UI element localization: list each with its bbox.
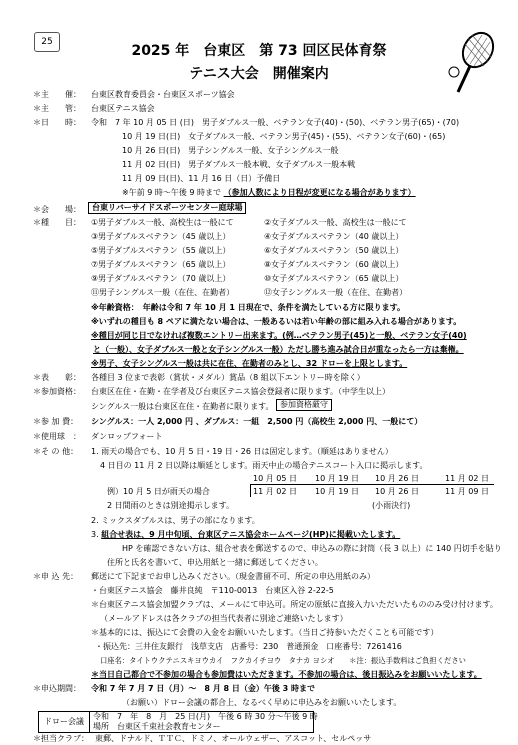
host-value: 台東区教育委員会・台東区スポーツ協会 xyxy=(91,90,235,99)
schedule-row: 令和 7 年 10 月 05 日 (日) 男子ダブルス一般、ベテラン女子(40)・(50)、ベテラン男子(65)・(70) xyxy=(91,118,460,127)
table-cell: 11 月 02 日 xyxy=(253,487,297,496)
multi-entry-note: ※種目が同じ日でなければ複数エントリー出来ます。(例…ベテラン男子(45)と一般、ベテラン女子(40) xyxy=(91,331,467,340)
event-item: ③男子ダブルスベテラン（45 歳以上） xyxy=(91,232,231,241)
manager-value: 台東区テニス協会 xyxy=(91,104,155,113)
table-cell: 10 月 05 日 xyxy=(253,474,297,483)
eligibility-value: 台東区在住・在勤・在学者及び台東区テニス協会登録者に限ります。（中学生以上） xyxy=(91,387,391,396)
fee-label: ＊参 加 費： xyxy=(33,417,79,426)
eligibility-strict-badge: 参加資格厳守 xyxy=(276,399,332,411)
singles-note: ※男子、女子シングルス一般は共に在住、在勤者のみとし、32 ドローを上限とします。 xyxy=(91,359,408,368)
event-item: ①男子ダブルス一般、高校生は一般にて xyxy=(91,218,234,227)
event-item: ⑦男子ダブルスベテラン（65 歳以上） xyxy=(91,260,231,269)
mail-note-1: HP を確認できない方は、組合せ表を郵送するので、申込みの際に封筒（長 3 以上）に 140 円切手を貼り xyxy=(122,544,502,553)
multi-entry-note-2: と（一般）、女子ダブルス一般と女子シングルス一般）ただし勝ち進み試合日が重なったら一方は棄権。 xyxy=(93,345,464,354)
mixed-doubles-note: 2. ミックスダブルスは、男子の部になります。 xyxy=(91,516,260,525)
event-item: ⑪男子シングルス一般（在住、在勤者） xyxy=(91,288,235,297)
application-line: （メールアドレスは各クラブの担当代表者に別途ご連絡いたします） xyxy=(100,614,348,623)
event-item: ②女子ダブルス一般、高校生は一般にて xyxy=(264,218,407,227)
clubs-label: ＊担当クラブ： xyxy=(33,734,89,743)
schedule-row: 10 月 19 日(日) 女子ダブルス一般、ベテラン男子(45)・(55)、ベテラン女子(60)・(65) xyxy=(122,132,446,141)
application-line: ＊台東区テニス協会加盟クラブは、メールにて申込可。所定の原紙に直接入力いただいたもののみ受け付けます。 xyxy=(91,600,498,609)
age-note: ※年齢資格： 年齢は令和 7 年 10 月 1 日現在で、条件を満たしている方に限ります。 xyxy=(91,303,405,312)
table-cell: 10 月 26 日 xyxy=(375,487,419,496)
draw-sheet-note xyxy=(91,531,400,539)
draw-meeting-label: ドロー会議 xyxy=(39,712,90,732)
manager-label: ＊主 管： xyxy=(33,104,81,113)
rain-rule-2: 4 日目の 11 月 2 日以降は順延とします。雨天中止の場合テニスコート入口に掲示します。 xyxy=(100,461,428,470)
awards-label: ＊表 彰： xyxy=(33,373,81,382)
event-item: ⑤男子ダブルスベテラン（55 歳以上） xyxy=(91,246,231,255)
application-line: ・台東区テニス協会 藤井良純 〒110-0013 台東区入谷 2-22-5 xyxy=(91,586,334,595)
schedule-row: 11 月 02 日(日) 男子ダブルス一般本戦、女子ダブルス一般本戦 xyxy=(122,160,356,169)
title-main: テニス大会 開催案内 xyxy=(189,66,329,82)
event-item: ⑩女子ダブルスベテラン（65 歳以上） xyxy=(264,274,404,283)
deadline-note: （お願い）ドロー会議の都合上、なるべく早めに申込みをお願いいたします。 xyxy=(122,698,402,707)
title-year: 2025 年 台東区 第 73 回区民体育祭 xyxy=(131,43,387,59)
application-line: ＊当日自己都合で不参加の場合も参加費はいただきます。不参加の場合は、後日振込みをお願いいたします。 xyxy=(91,670,482,679)
table-cell: 11 月 09 日 xyxy=(445,487,489,496)
schedule-change-note: （参加人数により日程が変更になる場合があります） xyxy=(223,188,416,197)
draw-meeting-date: 令和 7 年 8 月 25 日(月) 午後 6 時 30 分～午後 9 時 xyxy=(93,712,318,721)
table-cell: 11 月 02 日 xyxy=(445,474,489,483)
application-line: ＊基本的には、振込にて会費の入金をお願いいたします。（当日ご持参いただくことも可能です） xyxy=(91,628,439,637)
eligibility-singles: シングルス一般は台東区在住・在勤者に限ります。 xyxy=(91,402,274,411)
schedule-row: 11 月 09 日(日)、11 月 16 日（日）予備日 xyxy=(122,174,281,183)
schedule-row: 10 月 26 日(日) 男子シングルス一般、女子シングルス一般 xyxy=(122,146,339,155)
table-cell: 10 月 19 日 xyxy=(315,474,359,483)
draw-sheet-text: 組合せ表は、9 月中旬頃、台東区テニス協会ホームページ(HP)に掲載いたします。 xyxy=(101,530,401,539)
ball-value: ダンロップフォート xyxy=(91,432,163,441)
rain-example: 例）10 月 5 日が雨天の場合 xyxy=(107,487,210,496)
draw-meeting-box xyxy=(38,711,318,733)
venue-label: ＊会 場： xyxy=(33,205,81,214)
eligibility-label: ＊参加資格： xyxy=(33,387,81,396)
event-item: ⑥女子ダブルスベテラン（50 歳以上） xyxy=(264,246,404,255)
merge-note: ※いずれの種目も 8 ペアに満たない場合は、一般あるいは若い年齢の部に組み入れる場合があります。 xyxy=(91,317,462,326)
time-note xyxy=(122,189,416,197)
ball-label: ＊使用球 ： xyxy=(33,432,81,441)
event-item: ⑨男子ダブルスベテラン（70 歳以上） xyxy=(91,274,231,283)
table-rule xyxy=(250,484,494,485)
draw-meeting-place: 場所 台東区千束社会教育センター xyxy=(93,722,221,731)
event-item: ⑧女子ダブルスベテラン（60 歳以上） xyxy=(264,260,404,269)
venue-value: 台東リバーサイドスポーツセンター庭球場 xyxy=(88,202,246,214)
host-label: ＊主 催： xyxy=(33,90,81,99)
event-item: ④女子ダブルスベテラン（40 歳以上） xyxy=(264,232,404,241)
event-item: ⑫女子シングルス一般（在住、在勤者） xyxy=(264,288,408,297)
page-number: 25 xyxy=(34,32,60,52)
deadline-value: 令和 7 年 7 月 7 日（月）～ 8 月 8 日（金）午後 3 時まで xyxy=(91,684,316,693)
application-line: 口座名：タイトウクテニスキヨウカイ フクカイチヨウ タナカ ヨシオ ＊注：振込手数料はご負担ください xyxy=(100,656,466,665)
application-label: ＊申 込 先： xyxy=(33,572,79,581)
table-cell: 10 月 26 日 xyxy=(375,474,419,483)
rain-rule-1: 1. 雨天の場合でも、10 月 5 日・19 日・26 日は固定します。（順延はありません） xyxy=(91,447,393,456)
two-day-note: 2 日間雨のときは別途掲示します。 xyxy=(107,501,234,510)
time-note-text: ※午前 9 時～午後 9 時まで xyxy=(122,188,222,197)
clubs-value: 東郵、ドナルド、ＴＴＣ、ドミノ、オールウェザー、アスコット、セルペッサ xyxy=(95,734,372,743)
mail-note-2: 住所と氏名を書いて、申込用紙と一緒に郵送してください。 xyxy=(107,558,323,567)
table-rule xyxy=(250,484,251,497)
other-label: ＊そ の 他： xyxy=(33,447,79,456)
schedule-label: ＊日 時： xyxy=(33,118,81,127)
deadline-label: ＊申込期間： xyxy=(33,684,81,693)
table-cell: 10 月 19 日 xyxy=(315,487,359,496)
application-line: 郵送にて下記までお申し込みください。（現金書留不可、所定の申込用紙のみ） xyxy=(91,572,375,581)
draw-sheet-number: 3. xyxy=(91,530,102,539)
awards-value: 各種目 3 位まで表彰（賞状・メダル）賞品（8 組以下エントリー時を除く） xyxy=(91,373,365,382)
light-rain-note: (小雨決行) xyxy=(372,501,411,510)
fee-value: シングルス：一人 2,000 円 、ダブルス：一組 2,500 円（高校生 2,000 円、一般にて） xyxy=(91,417,423,426)
application-line: ・振込先：三井住友銀行 浅草支店 店番号：230 普通預金 口座番号：7261416 xyxy=(95,642,402,651)
events-label: ＊種 目： xyxy=(33,218,81,227)
